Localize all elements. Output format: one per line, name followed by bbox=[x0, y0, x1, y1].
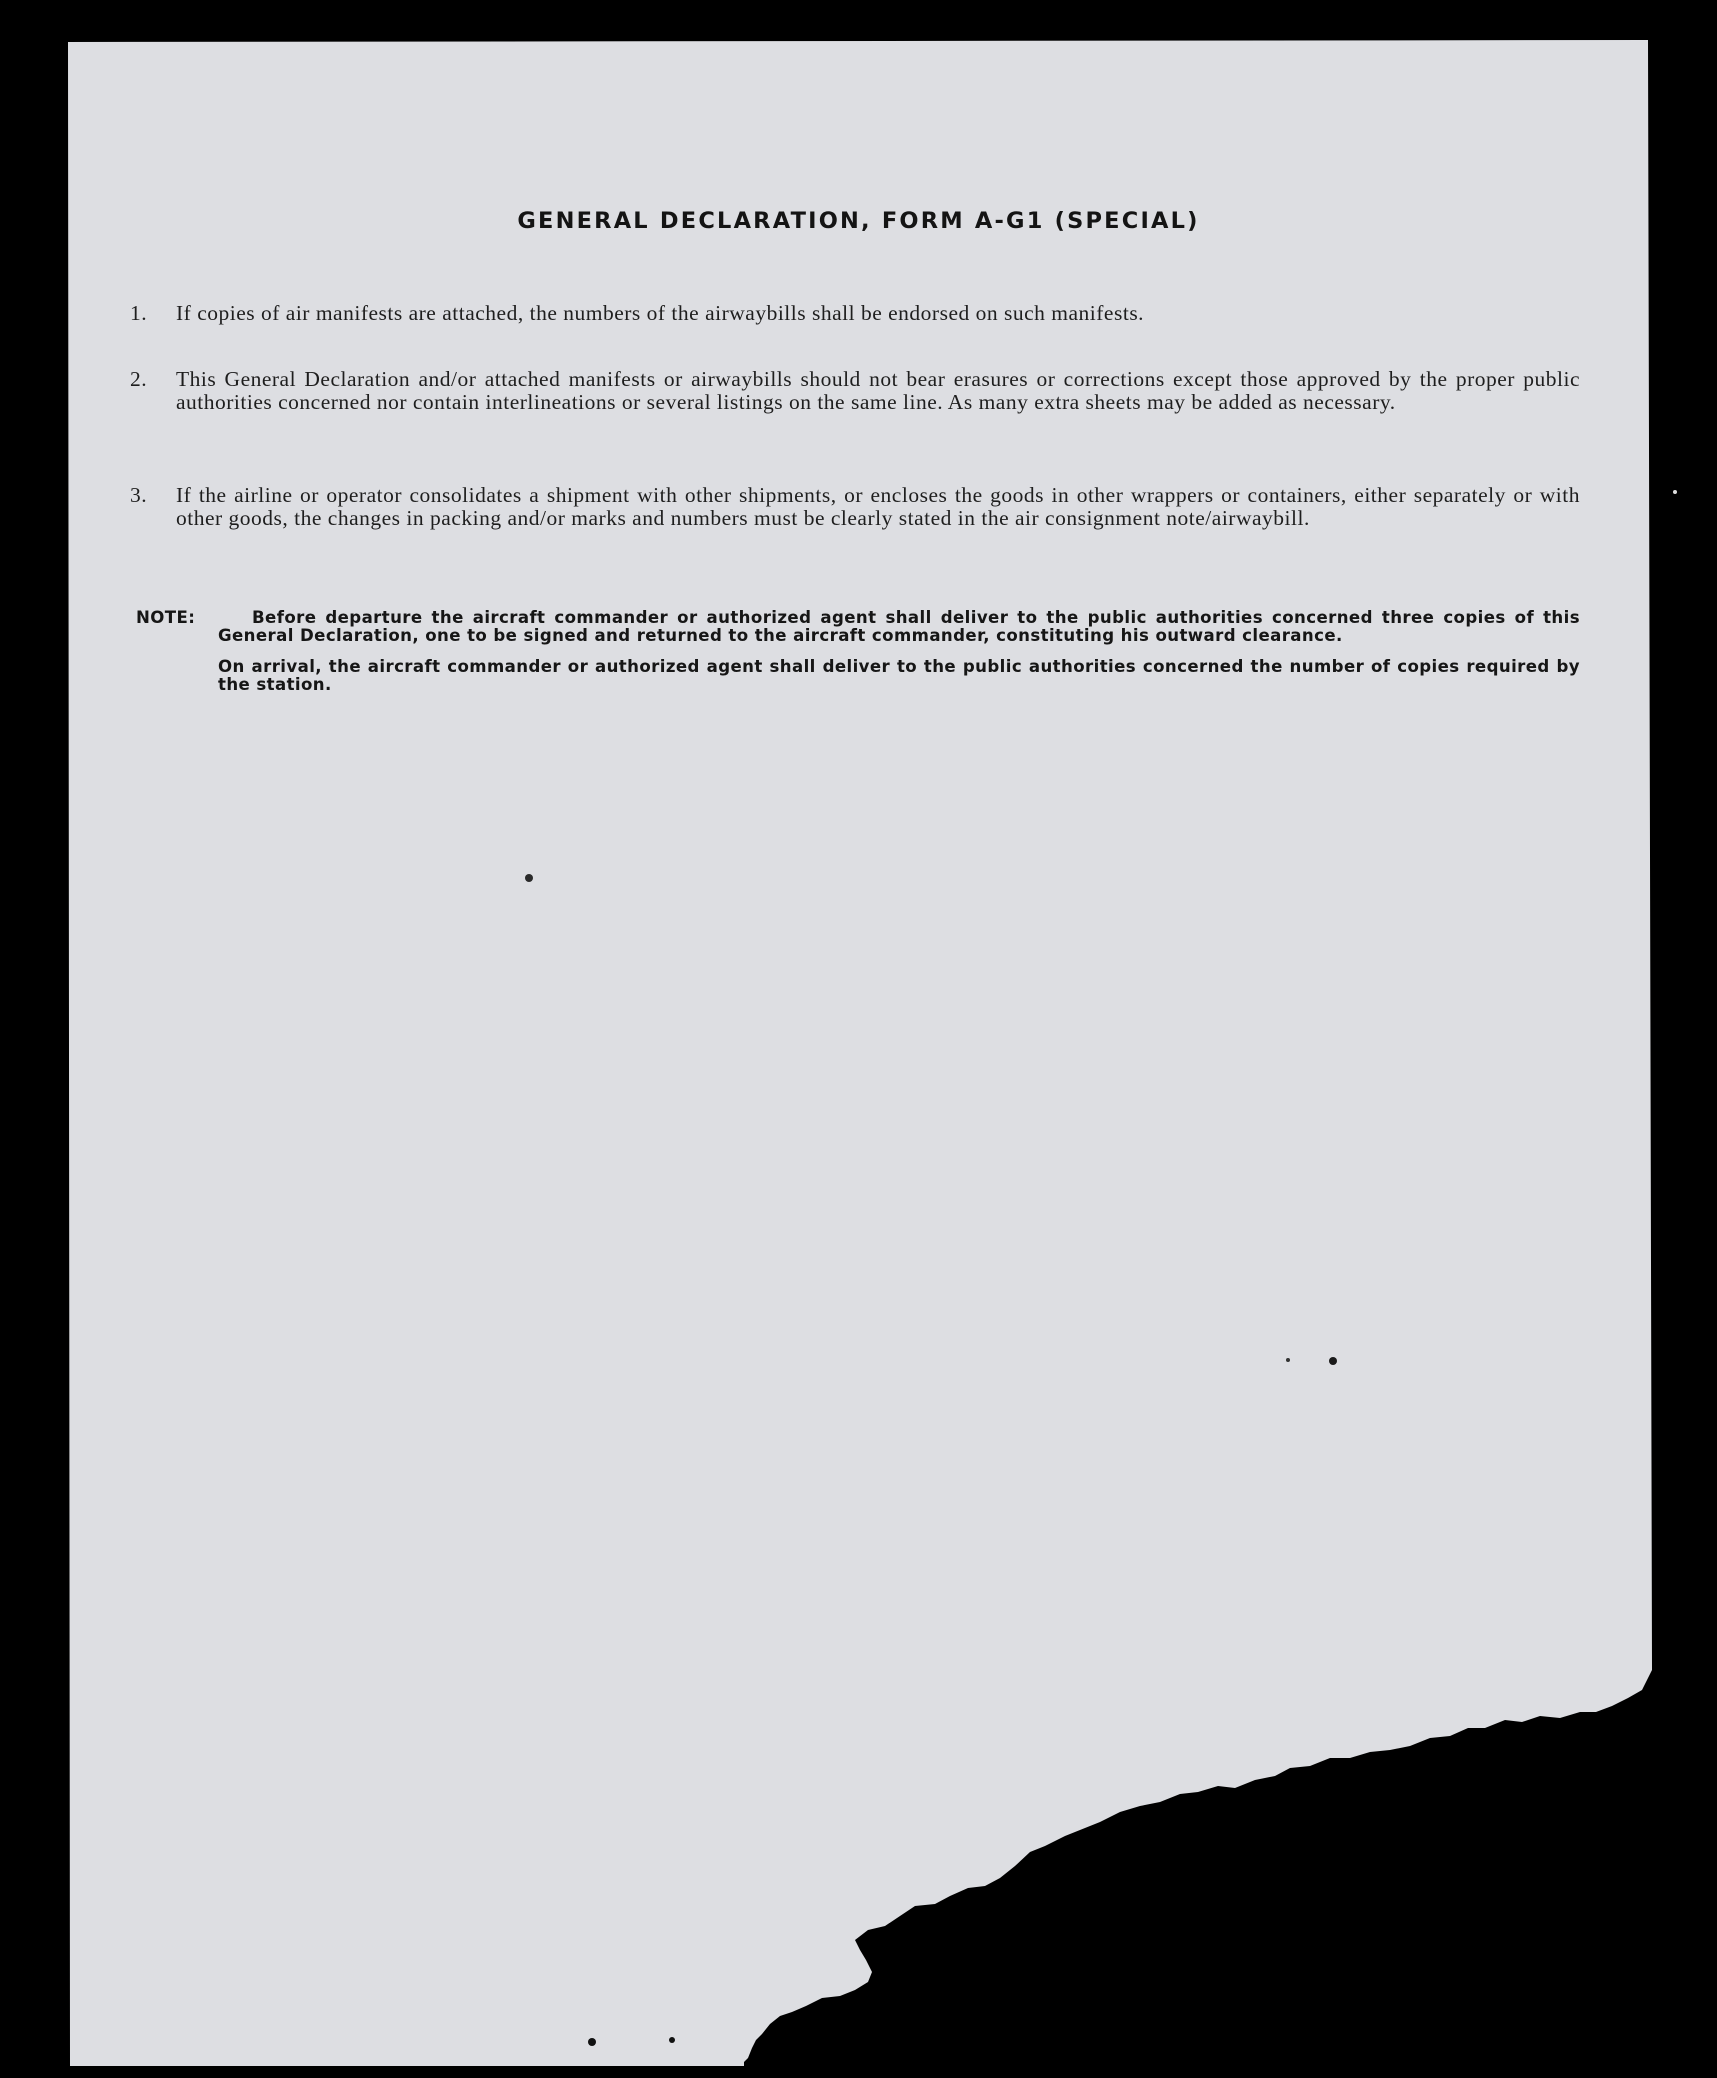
item-text: If the airline or operator consolidates a shipment with other shipments, or encloses the goods in other wrappers or containers, either separately or with other goods, the changes in packing and/or marks and numbers must be clearly stated in the air consignment note/airwaybill. bbox=[176, 483, 1580, 530]
instruction-item-2 bbox=[130, 368, 1580, 414]
item-text: If copies of air manifests are attached, the numbers of the airwaybills shall be endorsed on such manifests. bbox=[176, 301, 1145, 325]
instruction-item-3 bbox=[130, 484, 1580, 530]
note-label: NOTE: bbox=[136, 608, 196, 627]
form-title: GENERAL DECLARATION, FORM A-G1 (SPECIAL) bbox=[517, 208, 1200, 234]
note-paragraph-departure: Before departure the aircraft commander or authorized agent shall deliver to the public authorities concerned three copies of this General Declaration, one to be signed and returned to the aircraft commander, constituting his outward clearance. bbox=[218, 608, 1580, 645]
item-number: 3. bbox=[130, 483, 148, 507]
instruction-item-1 bbox=[130, 302, 1580, 325]
dust-speck bbox=[1286, 1358, 1290, 1362]
dust-speck bbox=[1329, 1357, 1337, 1365]
dust-speck bbox=[588, 2038, 596, 2046]
item-text: This General Declaration and/or attached manifests or airwaybills should not bear erasures or corrections except those approved by the proper public authorities concerned nor contain interlineations or several listings on the same line. As many extra sheets may be added as necessary. bbox=[176, 367, 1580, 414]
dust-speck bbox=[525, 874, 533, 882]
dust-speck bbox=[1673, 490, 1677, 494]
note-paragraph-arrival: On arrival, the aircraft commander or authorized agent shall deliver to the public authorities concerned the number of copies required by the station. bbox=[218, 657, 1580, 694]
paper-torn-edge bbox=[68, 40, 1652, 2066]
note-section bbox=[136, 609, 1580, 693]
item-number: 2. bbox=[130, 367, 148, 391]
dust-speck bbox=[669, 2037, 675, 2043]
item-number: 1. bbox=[130, 301, 148, 325]
